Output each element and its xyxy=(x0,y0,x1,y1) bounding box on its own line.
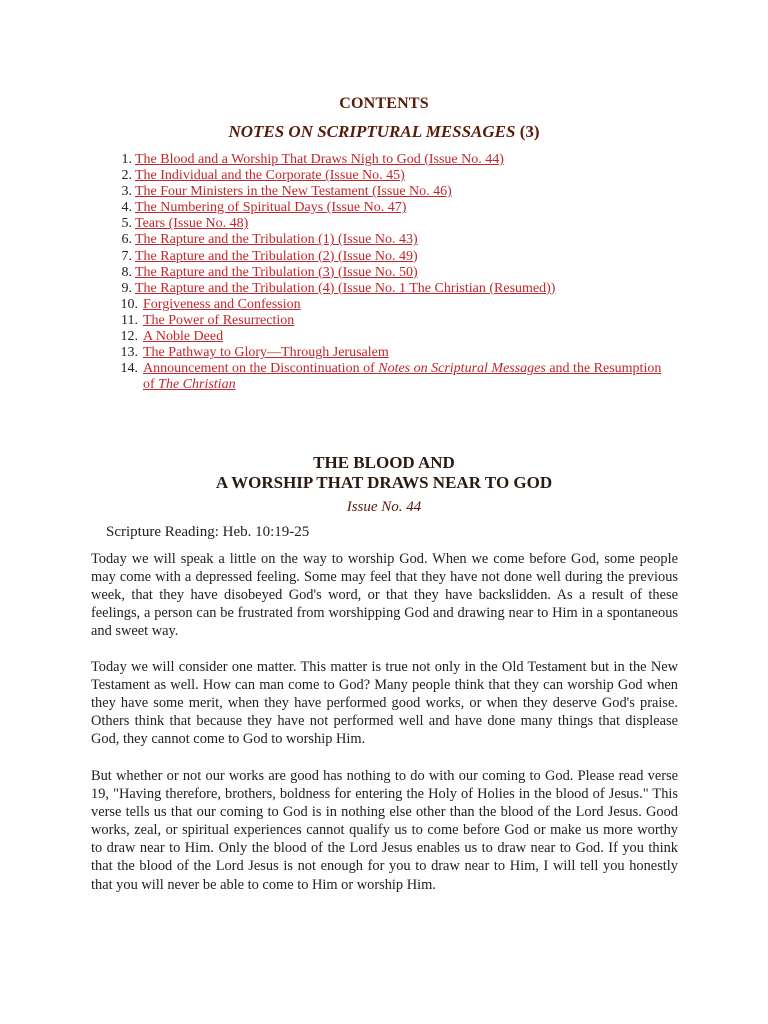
toc-link[interactable]: The Rapture and the Tribulation (3) (Issue No. 50) xyxy=(135,264,418,280)
body-paragraph: But whether or not our works are good has nothing to do with our coming to God. Please read verse 19, "Having therefore, brothers, boldness for entering the Holy of Holies in the blood of Jesus." This verse tells us that our coming to God is in nothing else other than the blood of the Lord Jesus. Good works, zeal, or spiritual experiences cannot qualify us to come before God or make us more worthy to draw near to Him. Only the blood of the Lord Jesus enables us to draw near to God. If you think that the blood of the Lord Jesus is not enough for you to draw near to Him, I will tell you honestly that you will never be able to come to Him or worship Him. xyxy=(91,768,678,893)
issue-number: Issue No. 44 xyxy=(346,499,422,515)
toc-item-number: 7. xyxy=(121,248,132,264)
toc-item xyxy=(104,216,664,232)
toc-item-number: 9. xyxy=(121,280,132,296)
series-title-volume: (3) xyxy=(515,122,540,141)
toc-link-text: Announcement on the Discontinuation of xyxy=(143,361,379,377)
toc-item-number: 11. xyxy=(121,312,138,328)
scripture-reading: Scripture Reading: Heb. 10:19-25 xyxy=(106,524,310,540)
toc-link[interactable]: Tears (Issue No. 48) xyxy=(135,216,249,232)
toc-link[interactable]: The Pathway to Glory—Through Jerusalem xyxy=(143,345,389,361)
toc-item xyxy=(104,281,664,297)
toc-item xyxy=(104,297,664,313)
chapter-title xyxy=(0,453,768,492)
body-paragraph: Today we will speak a little on the way to worship God. When we come before God, some people may come with a depressed feeling. Some may feel that they have not done well during the previous week, that they have disobeyed God's word, or that they have backslidden. As a result of these feelings, a person can be frustrated from worshipping God and drawing near to Him in a spontaneous and sweet way. xyxy=(91,551,678,640)
toc-link-italic: Notes on Scriptural Messages xyxy=(378,361,546,377)
toc-item-number: 10. xyxy=(120,296,138,312)
contents-heading: CONTENTS xyxy=(339,95,429,112)
toc-link[interactable]: The Numbering of Spiritual Days (Issue No. 47) xyxy=(135,200,407,216)
toc-item xyxy=(104,329,664,345)
toc-item-number: 14. xyxy=(120,361,138,377)
toc-item-number: 1. xyxy=(121,152,132,167)
series-title xyxy=(0,122,768,142)
toc-link[interactable]: A Noble Deed xyxy=(143,329,224,345)
toc-link-italic: The Christian xyxy=(158,377,236,393)
body-paragraph: Today we will consider one matter. This matter is true not only in the Old Testament but in the New Testament as well. How can man come to God? Many people think that they can worship God when they have some merit, when they have performed good works, or when they deserve God's praise. Others think that because they have not performed well and have done many things that displease God, they cannot come to God to worship Him. xyxy=(91,659,678,748)
chapter-title-line: THE BLOOD AND xyxy=(313,453,455,472)
toc-link[interactable] xyxy=(143,361,661,392)
toc-item xyxy=(104,265,664,281)
toc-link[interactable]: The Power of Resurrection xyxy=(143,312,295,328)
toc-item-number: 12. xyxy=(120,329,138,345)
toc-item xyxy=(104,200,664,216)
toc-link[interactable]: The Rapture and the Tribulation (2) (Issue No. 49) xyxy=(135,248,418,264)
toc-item-number: 2. xyxy=(121,168,132,184)
toc-item-number: 6. xyxy=(121,232,132,248)
toc-item xyxy=(104,249,664,265)
toc-item xyxy=(104,184,664,200)
toc-item xyxy=(104,313,664,329)
toc-link[interactable]: The Four Ministers in the New Testament (Issue No. 46) xyxy=(135,184,452,200)
toc-item xyxy=(104,152,664,168)
toc-link[interactable]: Forgiveness and Confession xyxy=(143,296,301,312)
series-title-name: NOTES ON SCRIPTURAL MESSAGES xyxy=(228,122,516,141)
toc-link[interactable]: The Rapture and the Tribulation (4) (Issue No. 1 The Christian (Resumed)) xyxy=(135,280,556,296)
toc-item-number: 4. xyxy=(121,200,132,216)
toc-link[interactable]: The Blood and a Worship That Draws Nigh to God (Issue No. 44) xyxy=(135,152,504,167)
table-of-contents xyxy=(104,152,664,393)
chapter-title-line: A WORSHIP THAT DRAWS NEAR TO GOD xyxy=(215,472,553,492)
toc-item xyxy=(104,168,664,184)
toc-item-number: 13. xyxy=(120,345,138,361)
toc-item-number: 3. xyxy=(121,184,132,200)
toc-link[interactable]: The Individual and the Corporate (Issue No. 45) xyxy=(135,168,405,184)
toc-item-number: 5. xyxy=(121,216,132,232)
toc-link-text: and the Resumption of xyxy=(143,361,662,393)
toc-item xyxy=(104,345,664,361)
toc-link[interactable]: The Rapture and the Tribulation (1) (Issue No. 43) xyxy=(135,232,418,248)
toc-item-number: 8. xyxy=(121,264,132,280)
toc-item xyxy=(104,361,664,393)
toc-item xyxy=(104,232,664,248)
